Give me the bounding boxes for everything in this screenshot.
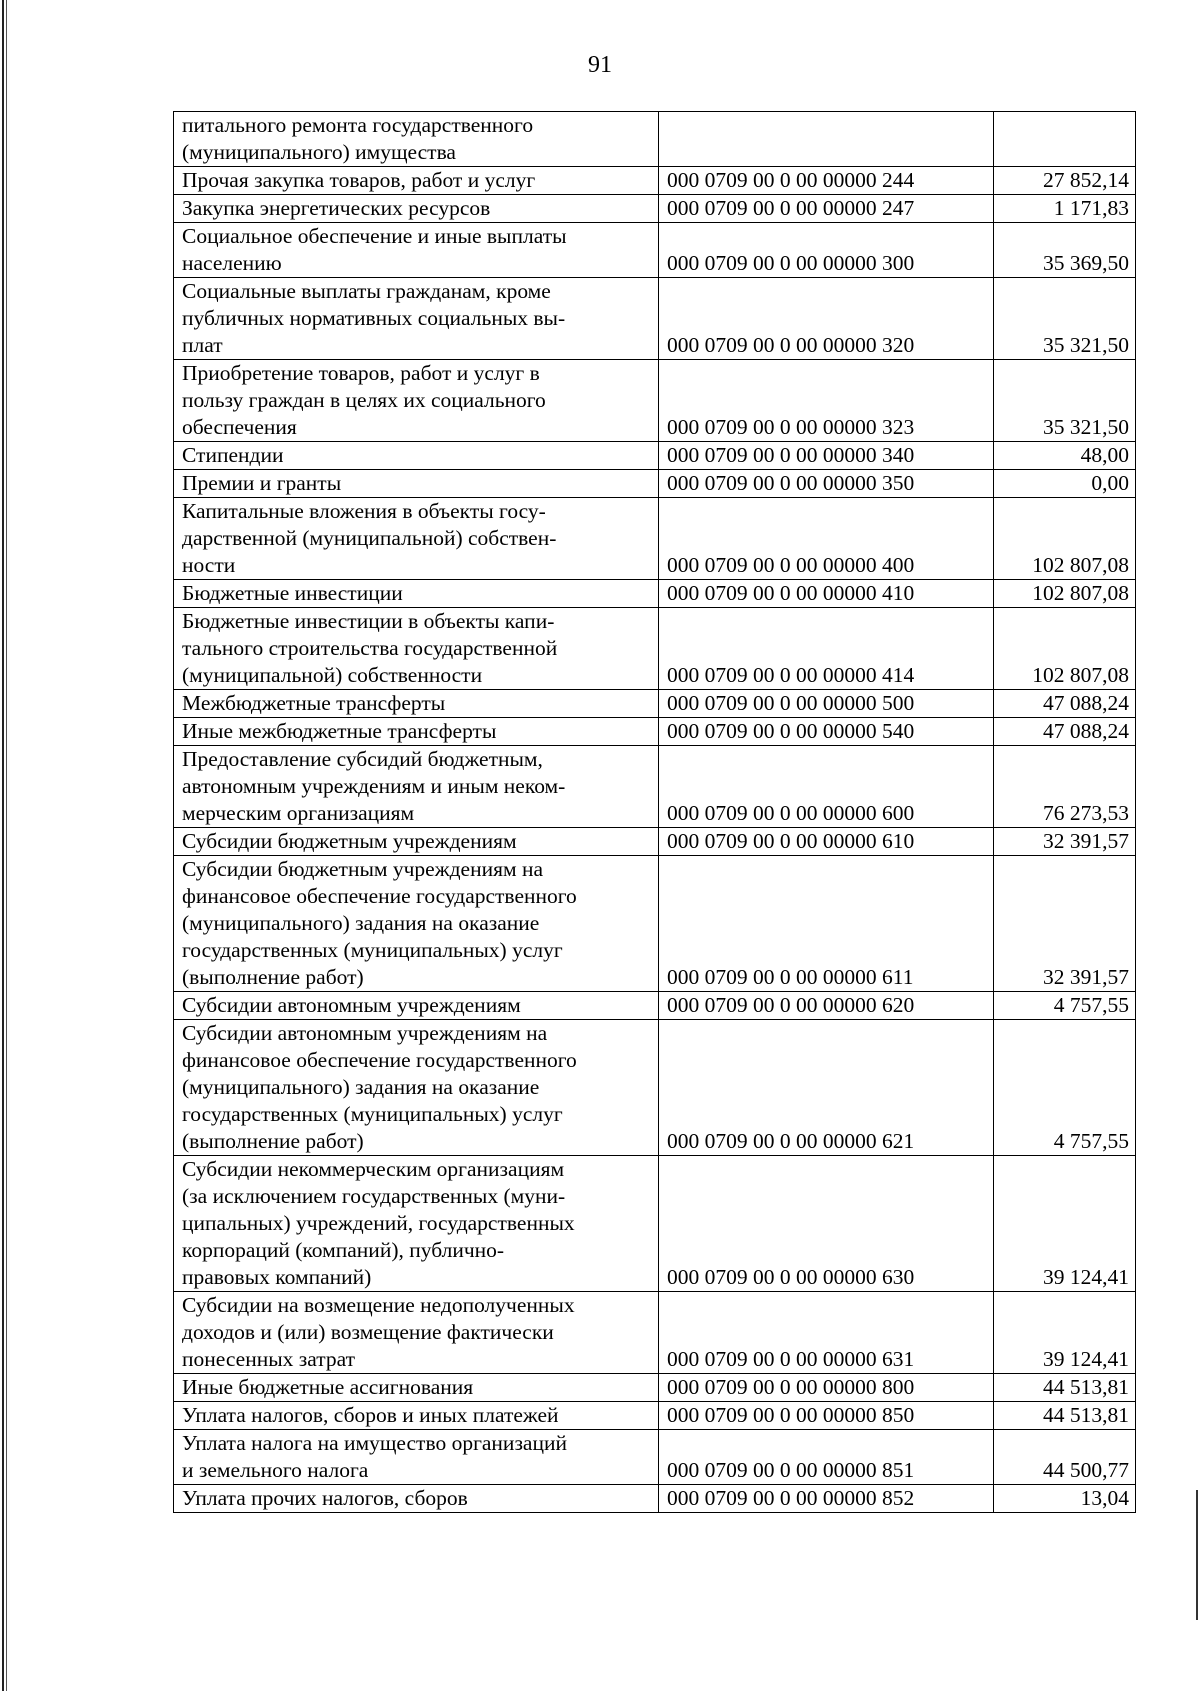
table-row xyxy=(174,470,1136,498)
row-code-cell: 000 0709 00 0 00 00000 540 xyxy=(659,718,994,746)
row-code-cell: 000 0709 00 0 00 00000 247 xyxy=(659,195,994,223)
row-name-line: Уплата прочих налогов, сборов xyxy=(182,1486,468,1510)
row-name-cell xyxy=(174,1292,659,1374)
row-amount-cell xyxy=(994,112,1136,167)
row-name-line: Субсидии автономным учреждениям xyxy=(182,993,521,1017)
row-amount-cell: 47 088,24 xyxy=(994,718,1136,746)
row-name-line: Межбюджетные трансферты xyxy=(182,691,446,715)
row-name-line: пользу граждан в целях их социального xyxy=(182,388,546,412)
row-code-cell: 000 0709 00 0 00 00000 620 xyxy=(659,992,994,1020)
row-amount-cell: 48,00 xyxy=(994,442,1136,470)
row-name-line: Уплата налогов, сборов и иных платежей xyxy=(182,1403,559,1427)
row-name-line: питального ремонта государственного xyxy=(182,113,534,137)
scan-left-edge xyxy=(0,0,10,1691)
row-code-cell: 000 0709 00 0 00 00000 631 xyxy=(659,1292,994,1374)
row-name-line: Уплата налога на имущество организаций xyxy=(182,1431,567,1455)
table-row xyxy=(174,442,1136,470)
row-amount-cell: 35 369,50 xyxy=(994,223,1136,278)
row-amount-cell: 39 124,41 xyxy=(994,1156,1136,1292)
row-name-cell xyxy=(174,112,659,167)
row-name-line: Приобретение товаров, работ и услуг в xyxy=(182,361,540,385)
table-row xyxy=(174,580,1136,608)
row-code-cell: 000 0709 00 0 00 00000 340 xyxy=(659,442,994,470)
table-row xyxy=(174,828,1136,856)
row-name-cell xyxy=(174,1430,659,1485)
row-name-cell xyxy=(174,1156,659,1292)
row-amount-cell: 32 391,57 xyxy=(994,828,1136,856)
row-name-line: Капитальные вложения в объекты госу- xyxy=(182,499,546,523)
row-name-line: обеспечения xyxy=(182,415,297,439)
row-code-cell: 000 0709 00 0 00 00000 621 xyxy=(659,1020,994,1156)
row-name-line: населению xyxy=(182,251,282,275)
row-name-line: Стипендии xyxy=(182,443,284,467)
row-name-line: (муниципальной) собственности xyxy=(182,663,483,687)
row-name-cell xyxy=(174,718,659,746)
row-name-line: Иные межбюджетные трансферты xyxy=(182,719,497,743)
row-code-cell: 000 0709 00 0 00 00000 350 xyxy=(659,470,994,498)
row-name-line: (муниципального) задания на оказание xyxy=(182,1075,540,1099)
row-name-cell xyxy=(174,580,659,608)
row-amount-cell: 44 500,77 xyxy=(994,1430,1136,1485)
row-name-cell xyxy=(174,1402,659,1430)
row-name-line: Иные бюджетные ассигнования xyxy=(182,1375,474,1399)
row-code-cell: 000 0709 00 0 00 00000 630 xyxy=(659,1156,994,1292)
row-name-cell xyxy=(174,470,659,498)
table-row xyxy=(174,1374,1136,1402)
row-amount-cell: 39 124,41 xyxy=(994,1292,1136,1374)
row-name-cell xyxy=(174,278,659,360)
row-name-line: (за исключением государственных (муни- xyxy=(182,1184,566,1208)
row-name-line: Закупка энергетических ресурсов xyxy=(182,196,491,220)
row-code-cell: 000 0709 00 0 00 00000 410 xyxy=(659,580,994,608)
row-amount-cell: 35 321,50 xyxy=(994,278,1136,360)
table-row xyxy=(174,1430,1136,1485)
row-name-line: (муниципального) имущества xyxy=(182,140,456,164)
row-code-cell: 000 0709 00 0 00 00000 610 xyxy=(659,828,994,856)
row-name-line: Субсидии на возмещение недополученных xyxy=(182,1293,575,1317)
table-row xyxy=(174,992,1136,1020)
row-code-cell: 000 0709 00 0 00 00000 244 xyxy=(659,167,994,195)
row-name-line: Субсидии бюджетным учреждениям на xyxy=(182,857,543,881)
row-code-cell xyxy=(659,112,994,167)
page-number: 91 xyxy=(588,52,612,78)
row-name-line: Социальное обеспечение и иные выплаты xyxy=(182,224,567,248)
row-name-cell xyxy=(174,442,659,470)
table-row xyxy=(174,690,1136,718)
row-code-cell: 000 0709 00 0 00 00000 414 xyxy=(659,608,994,690)
row-amount-cell: 102 807,08 xyxy=(994,498,1136,580)
table-row xyxy=(174,746,1136,828)
table-row xyxy=(174,856,1136,992)
row-name-cell xyxy=(174,856,659,992)
table-row xyxy=(174,608,1136,690)
table-row xyxy=(174,278,1136,360)
row-amount-cell: 4 757,55 xyxy=(994,1020,1136,1156)
row-amount-cell: 102 807,08 xyxy=(994,608,1136,690)
table-row xyxy=(174,223,1136,278)
row-code-cell: 000 0709 00 0 00 00000 500 xyxy=(659,690,994,718)
row-code-cell: 000 0709 00 0 00 00000 851 xyxy=(659,1430,994,1485)
scan-right-mark xyxy=(1196,1490,1198,1620)
row-amount-cell: 44 513,81 xyxy=(994,1374,1136,1402)
row-amount-cell: 0,00 xyxy=(994,470,1136,498)
row-code-cell: 000 0709 00 0 00 00000 320 xyxy=(659,278,994,360)
row-name-line: тального строительства государственной xyxy=(182,636,558,660)
row-name-line: правовых компаний) xyxy=(182,1265,372,1289)
row-name-line: плат xyxy=(182,333,223,357)
row-amount-cell: 76 273,53 xyxy=(994,746,1136,828)
table-row xyxy=(174,167,1136,195)
row-name-cell xyxy=(174,498,659,580)
row-name-cell xyxy=(174,608,659,690)
row-name-line: доходов и (или) возмещение фактически xyxy=(182,1320,554,1344)
row-name-line: Прочая закупка товаров, работ и услуг xyxy=(182,168,536,192)
row-name-cell xyxy=(174,746,659,828)
row-name-line: (муниципального) задания на оказание xyxy=(182,911,540,935)
row-name-line: ципальных) учреждений, государственных xyxy=(182,1211,575,1235)
row-name-cell xyxy=(174,360,659,442)
row-amount-cell: 102 807,08 xyxy=(994,580,1136,608)
row-amount-cell: 13,04 xyxy=(994,1485,1136,1513)
row-name-line: Социальные выплаты гражданам, кроме xyxy=(182,279,551,303)
row-amount-cell: 1 171,83 xyxy=(994,195,1136,223)
row-name-cell xyxy=(174,1485,659,1513)
row-code-cell: 000 0709 00 0 00 00000 600 xyxy=(659,746,994,828)
row-name-line: (выполнение работ) xyxy=(182,1129,364,1153)
row-name-line: ности xyxy=(182,553,236,577)
row-code-cell: 000 0709 00 0 00 00000 323 xyxy=(659,360,994,442)
row-amount-cell: 27 852,14 xyxy=(994,167,1136,195)
row-name-cell xyxy=(174,167,659,195)
row-name-line: Бюджетные инвестиции в объекты капи- xyxy=(182,609,555,633)
table-row xyxy=(174,360,1136,442)
row-amount-cell: 4 757,55 xyxy=(994,992,1136,1020)
row-name-line: финансовое обеспечение государственного xyxy=(182,1048,577,1072)
table-row xyxy=(174,1402,1136,1430)
row-name-cell xyxy=(174,1374,659,1402)
row-name-line: Субсидии некоммерческим организациям xyxy=(182,1157,565,1181)
row-name-line: понесенных затрат xyxy=(182,1347,356,1371)
row-name-cell xyxy=(174,195,659,223)
row-name-line: дарственной (муниципальной) собствен- xyxy=(182,526,557,550)
row-name-line: публичных нормативных социальных вы- xyxy=(182,306,566,330)
row-name-line: корпораций (компаний), публично- xyxy=(182,1238,505,1262)
table-row xyxy=(174,195,1136,223)
row-code-cell: 000 0709 00 0 00 00000 850 xyxy=(659,1402,994,1430)
row-name-cell xyxy=(174,828,659,856)
row-amount-cell: 35 321,50 xyxy=(994,360,1136,442)
row-code-cell: 000 0709 00 0 00 00000 800 xyxy=(659,1374,994,1402)
row-amount-cell: 44 513,81 xyxy=(994,1402,1136,1430)
budget-table xyxy=(173,111,1136,1513)
row-name-line: Бюджетные инвестиции xyxy=(182,581,403,605)
row-name-line: мерческим организациям xyxy=(182,801,415,825)
table-row xyxy=(174,1020,1136,1156)
table-row xyxy=(174,1485,1136,1513)
row-name-cell xyxy=(174,992,659,1020)
row-name-line: автономным учреждениям и иным неком- xyxy=(182,774,566,798)
row-code-cell: 000 0709 00 0 00 00000 611 xyxy=(659,856,994,992)
row-name-line: финансовое обеспечение государственного xyxy=(182,884,577,908)
row-name-line: и земельного налога xyxy=(182,1458,369,1482)
row-name-line: государственных (муниципальных) услуг xyxy=(182,938,563,962)
row-name-cell xyxy=(174,690,659,718)
row-name-cell xyxy=(174,1020,659,1156)
row-code-cell: 000 0709 00 0 00 00000 300 xyxy=(659,223,994,278)
table-row xyxy=(174,498,1136,580)
row-code-cell: 000 0709 00 0 00 00000 400 xyxy=(659,498,994,580)
table-row xyxy=(174,112,1136,167)
row-name-line: Субсидии автономным учреждениям на xyxy=(182,1021,548,1045)
row-name-line: Премии и гранты xyxy=(182,471,342,495)
row-amount-cell: 32 391,57 xyxy=(994,856,1136,992)
row-name-line: Субсидии бюджетным учреждениям xyxy=(182,829,517,853)
table-row xyxy=(174,718,1136,746)
row-name-cell xyxy=(174,223,659,278)
row-name-line: (выполнение работ) xyxy=(182,965,364,989)
table-row xyxy=(174,1156,1136,1292)
row-amount-cell: 47 088,24 xyxy=(994,690,1136,718)
budget-table-body xyxy=(174,112,1136,1513)
table-row xyxy=(174,1292,1136,1374)
row-name-line: государственных (муниципальных) услуг xyxy=(182,1102,563,1126)
row-code-cell: 000 0709 00 0 00 00000 852 xyxy=(659,1485,994,1513)
row-name-line: Предоставление субсидий бюджетным, xyxy=(182,747,543,771)
